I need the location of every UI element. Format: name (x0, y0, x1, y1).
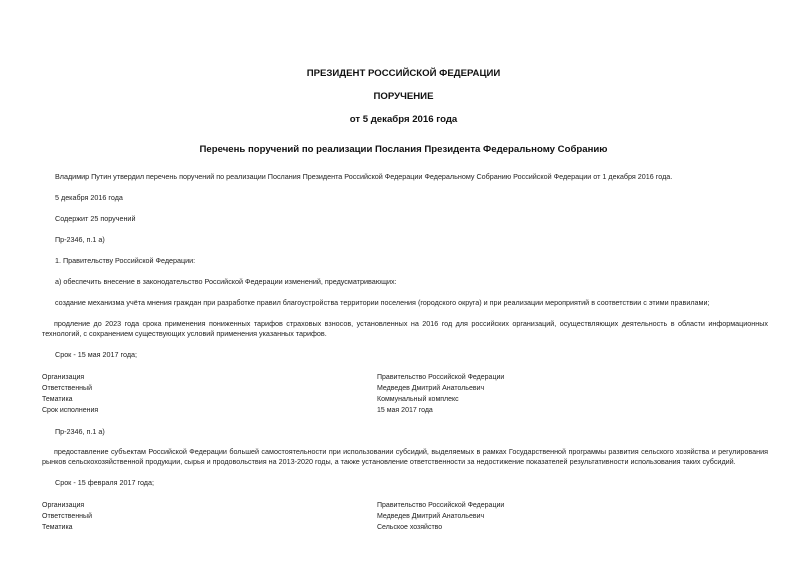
reference-number: Пр-2346, п.1 а) (55, 427, 105, 436)
info-value: Медведев Дмитрий Анатольевич (377, 385, 485, 392)
deadline: Срок - 15 мая 2017 года; (55, 350, 138, 359)
document-type: ПОРУЧЕНИЕ (373, 91, 434, 102)
info-value: Коммунальный комплекс (377, 396, 459, 403)
reference-number: Пр-2346, п.1 а) (55, 235, 105, 244)
info-value: Сельское хозяйство (377, 524, 443, 531)
info-value: Медведев Дмитрий Анатольевич (377, 513, 485, 520)
items-count: Содержит 25 поручений (55, 214, 136, 223)
info-value: 15 мая 2017 года (377, 407, 433, 414)
item-heading: 1. Правительству Российской Федерации: (55, 256, 196, 265)
provision-paragraph: предоставление субъектам Российской Федерации большей самостоятельности при использовании субсидий, выделяемых в рамках Государственной программы развития сельского хозяйства и регулирования рынков сельскохозяйственной продукции, сырья и продовольствия на 2013-2020 годы, а также установление ответственности за недостижение показателей результативности использования таких субсидий. (42, 447, 768, 466)
info-label: Организация (42, 374, 85, 381)
deadline: Срок - 15 февраля 2017 года; (55, 478, 154, 487)
info-label: Организация (42, 502, 85, 509)
signed-date: 5 декабря 2016 года (55, 193, 123, 202)
sub-item-a: а) обеспечить внесение в законодательство Российской Федерации изменений, предусматривающих: (55, 277, 397, 286)
info-label: Ответственный (42, 513, 92, 520)
issuer-heading: ПРЕЗИДЕНТ РОССИЙСКОЙ ФЕДЕРАЦИИ (306, 68, 501, 79)
document-date: от 5 декабря 2016 года (349, 114, 458, 125)
info-label: Срок исполнения (42, 407, 99, 414)
provision-paragraph: продление до 2023 года срока применения пониженных тарифов страховых взносов, установленных на 2016 год для российских организаций, осуществляющих деятельность в области информационных технологий, с сохранением существующих условий применения указанных тарифов. (42, 319, 768, 338)
info-label: Ответственный (42, 385, 92, 392)
document-title: Перечень поручений по реализации Послания Президента Федеральному Собранию (199, 144, 608, 155)
info-label: Тематика (42, 396, 73, 403)
intro-paragraph: Владимир Путин утвердил перечень поручений по реализации Послания Президента Российской Федерации Федеральному Собранию Российской Федерации от 1 декабря 2016 года. (55, 172, 673, 181)
provision-paragraph: создание механизма учёта мнения граждан при разработке правил благоустройства территории поселения (городского округа) и при реализации мероприятий в соответствии с этими правилами; (55, 298, 710, 307)
info-label: Тематика (42, 524, 73, 531)
info-value: Правительство Российской Федерации (377, 374, 505, 381)
info-value: Правительство Российской Федерации (377, 502, 505, 509)
